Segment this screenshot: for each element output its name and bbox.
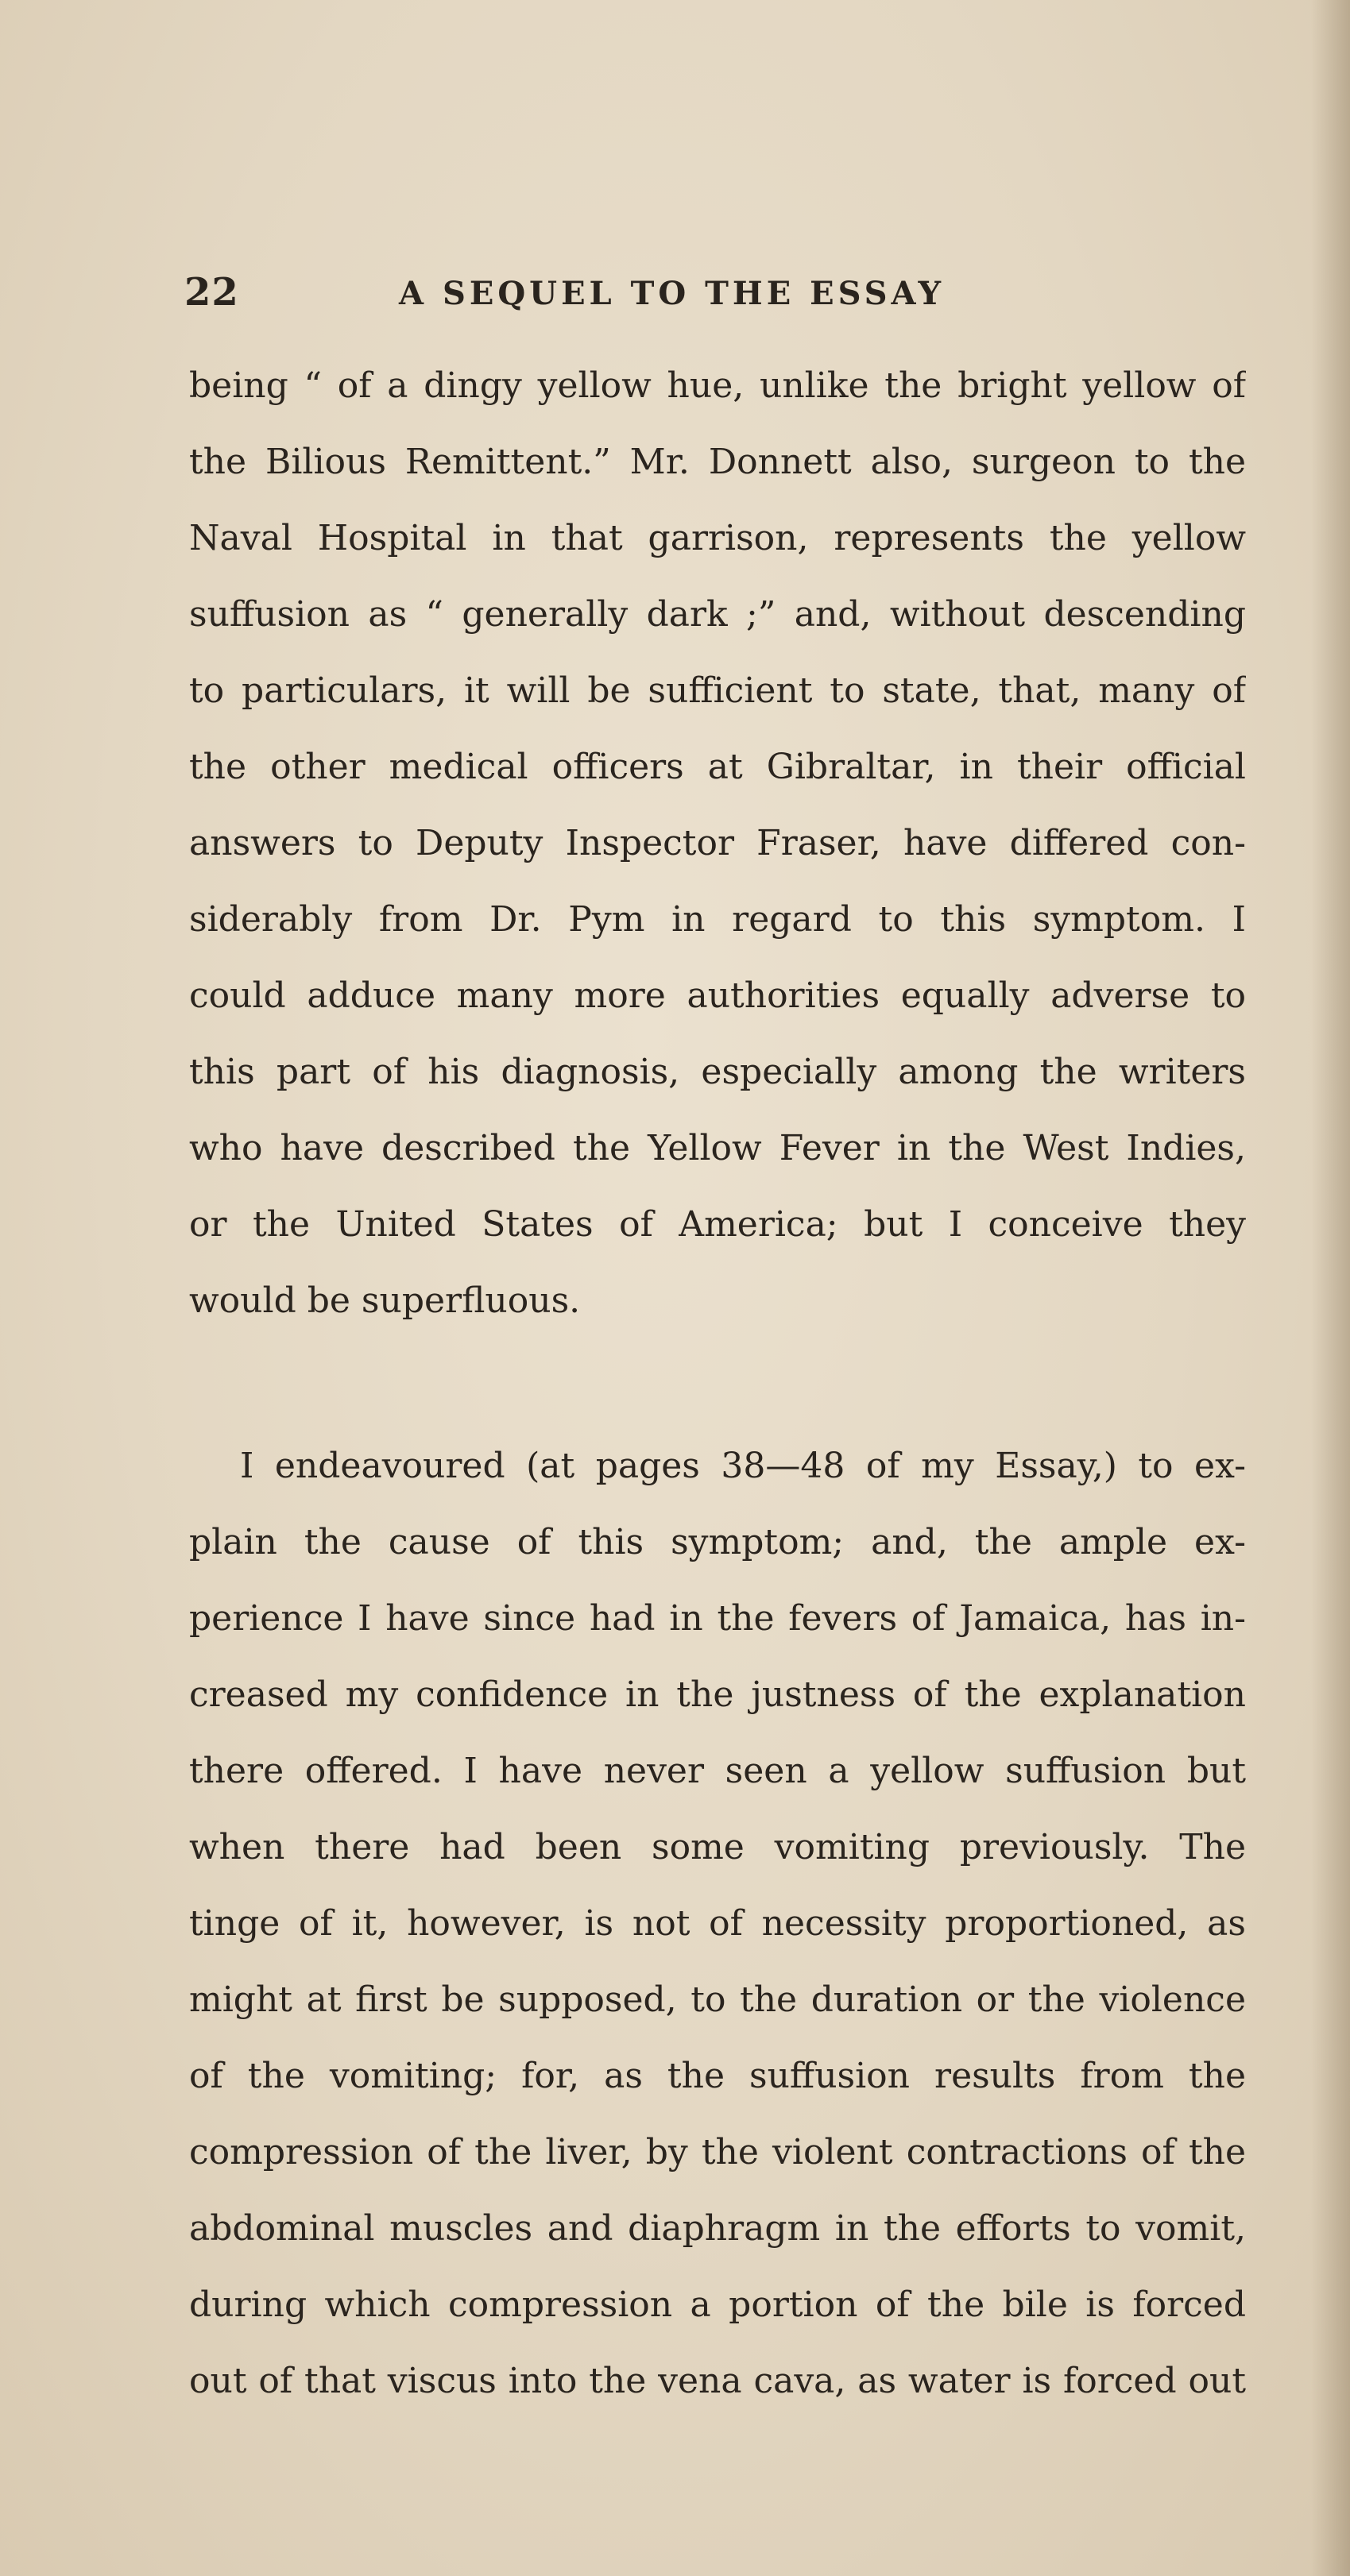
page-header bbox=[184, 270, 1249, 334]
text-line: compression of the liver, by the violent contractions of the bbox=[189, 2132, 1246, 2172]
text-line: there offered. I have never seen a yellow suffusion but bbox=[189, 1751, 1246, 1791]
text-line: Naval Hospital in that garrison, represents the yellow bbox=[189, 518, 1246, 558]
text-line: answers to Deputy Inspector Fraser, have differed con- bbox=[189, 823, 1246, 863]
text-line: the other medical officers at Gibraltar, in their official bbox=[189, 747, 1246, 787]
paragraph-1 bbox=[189, 348, 1246, 1339]
text-line: to particulars, it will be sufficient to state, that, many of bbox=[189, 670, 1246, 711]
running-title: A SEQUEL TO THE ESSAY bbox=[399, 275, 946, 312]
text-line: siderably from Dr. Pym in regard to this symptom. I bbox=[189, 899, 1246, 940]
text-line: perience I have since had in the fevers of Jamaica, has in- bbox=[189, 1598, 1246, 1639]
paragraph-spacer bbox=[189, 1339, 1246, 1428]
text-line: I endeavoured (at pages 38—48 of my Essay,) to ex- bbox=[240, 1446, 1246, 1486]
text-line: suffusion as “ generally dark ;” and, without descending bbox=[189, 594, 1246, 635]
body-text bbox=[189, 348, 1246, 2420]
paragraph-2 bbox=[189, 1428, 1246, 2420]
text-line: creased my confidence in the justness of the explanation bbox=[189, 1674, 1246, 1715]
text-line: out of that viscus into the vena cava, as water is forced out bbox=[189, 2361, 1246, 2401]
text-line: during which compression a portion of the bile is forced bbox=[189, 2284, 1246, 2325]
page-edge-shadow bbox=[1311, 0, 1350, 2576]
text-line: the Bilious Remittent.” Mr. Donnett also, surgeon to the bbox=[189, 442, 1246, 482]
text-line: being “ of a dingy yellow hue, unlike the bright yellow of bbox=[189, 365, 1246, 406]
text-line: tinge of it, however, is not of necessity proportioned, as bbox=[189, 1903, 1246, 1944]
text-line: this part of his diagnosis, especially among the writers bbox=[189, 1052, 1246, 1092]
text-line: might at first be supposed, to the duration or the violence bbox=[189, 1979, 1246, 2020]
text-line: plain the cause of this symptom; and, the ample ex- bbox=[189, 1522, 1246, 1562]
text-line: or the United States of America; but I conceive they bbox=[189, 1204, 1246, 1245]
text-line: could adduce many more authorities equally adverse to bbox=[189, 975, 1246, 1016]
text-line: abdominal muscles and diaphragm in the efforts to vomit, bbox=[189, 2208, 1246, 2249]
text-line: who have described the Yellow Fever in the West Indies, bbox=[189, 1128, 1246, 1168]
text-line: when there had been some vomiting previously. The bbox=[189, 1827, 1246, 1867]
page-number: 22 bbox=[184, 270, 239, 315]
text-line: would be superfluous. bbox=[189, 1280, 581, 1321]
text-line: of the vomiting; for, as the suffusion results from the bbox=[189, 2056, 1246, 2096]
